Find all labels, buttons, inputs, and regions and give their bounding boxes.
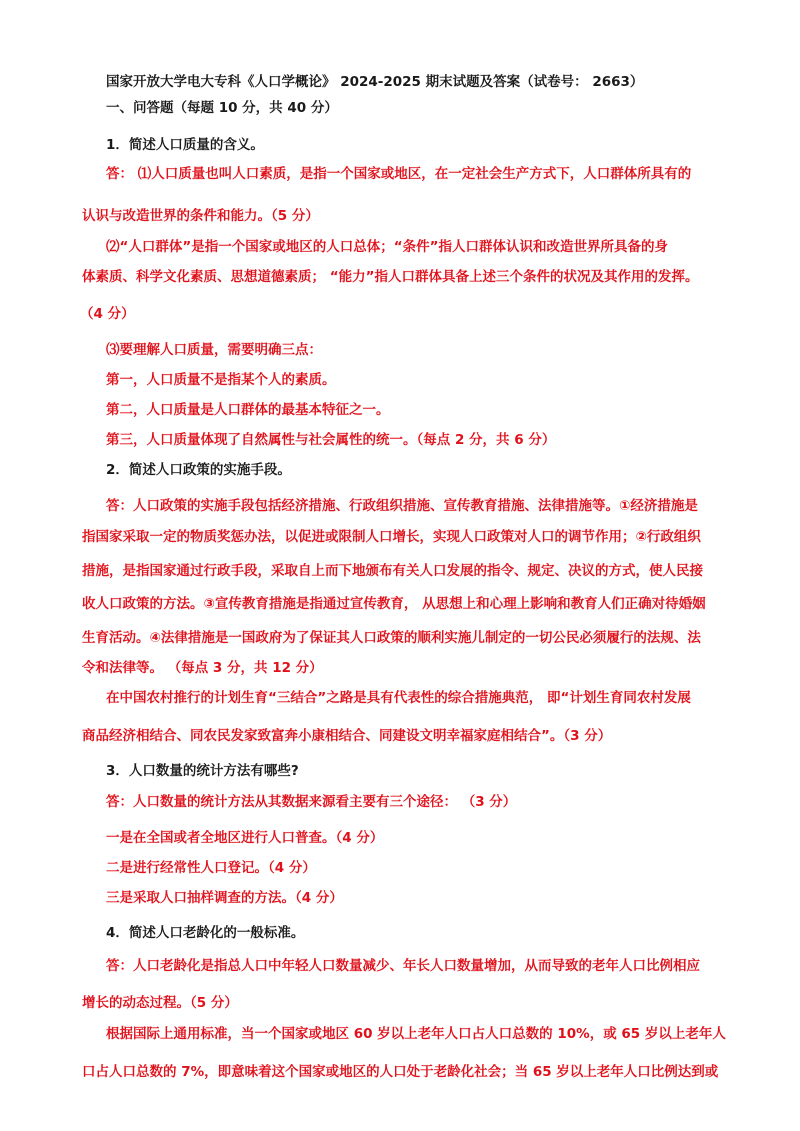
- answer-line: 体素质、科学文化素质、思想道德素质； “能力”指人口群体具备上述三个条件的状况及其作用的发挥。: [82, 269, 699, 285]
- answer-line: 第一，人口质量不是指某个人的素质。: [106, 372, 336, 388]
- answer-line: 认识与改造世界的条件和能力。（5 分）: [82, 208, 319, 224]
- answer-line: 措施，是指国家通过行政手段，采取自上而下地颁布有关人口发展的指令、规定、决议的方式，使人民接: [82, 563, 703, 579]
- question-1: 1．简述人口质量的含义。: [106, 137, 264, 153]
- question-2: 2．简述人口政策的实施手段。: [106, 462, 291, 478]
- answer-line: 三是采取人口抽样调查的方法。（4 分）: [106, 890, 343, 906]
- answer-line: 指国家采取一定的物质奖惩办法，以促进或限制人口增长，实现人口政策对人口的调节作用；②行政组织: [82, 529, 701, 545]
- answer-line: 增长的动态过程。（5 分）: [82, 995, 238, 1011]
- answer-line: 答： ⑴人口质量也叫人口素质，是指一个国家或地区，在一定社会生产方式下，人口群体所具有的: [106, 166, 692, 182]
- answer-line: 答：人口政策的实施手段包括经济措施、行政组织措施、宣传教育措施、法律措施等。①经济措施是: [106, 498, 698, 514]
- answer-line: 生育活动。④法律措施是一国政府为了保证其人口政策的顺利实施儿制定的一切公民必须履行的法规、法: [82, 630, 701, 646]
- answer-line: ⑵“人口群体”是指一个国家或地区的人口总体；“条件”指人口群体认识和改造世界所具备的身: [106, 239, 668, 255]
- answer-line: ⑶要理解人口质量，需要明确三点：: [106, 342, 322, 358]
- answer-line: 二是进行经常性人口登记。（4 分）: [106, 860, 316, 876]
- answer-line: 第二，人口质量是人口群体的最基本特征之一。: [106, 402, 390, 418]
- question-4: 4．简述人口老龄化的一般标准。: [106, 925, 305, 941]
- answer-line: 在中国农村推行的计划生育“三结合”之路是具有代表性的综合措施典范， 即“计划生育同农村发展: [106, 690, 691, 706]
- answer-line: 令和法律等。 （每点 3 分，共 12 分）: [82, 660, 323, 676]
- answer-line: 根据国际上通用标准，当一个国家或地区 60 岁以上老年人口占人口总数的 10%，或 65 岁以上老年人: [106, 1026, 726, 1042]
- section-heading: 一、问答题（每题 10 分，共 40 分）: [106, 100, 338, 116]
- answer-line: 答：人口数量的统计方法从其数据来源看主要有三个途径： （3 分）: [106, 794, 517, 810]
- document-title: 国家开放大学电大专科《人口学概论》 2024-2025 期末试题及答案（试卷号： 2663）: [106, 74, 644, 90]
- question-3: 3．人口数量的统计方法有哪些?: [106, 763, 299, 779]
- answer-line: 口占人口总数的 7%，即意味着这个国家或地区的人口处于老龄化社会；当 65 岁以上老年人口比例达到或: [82, 1064, 719, 1080]
- answer-line: 第三，人口质量体现了自然属性与社会属性的统一。（每点 2 分，共 6 分）: [106, 432, 556, 448]
- answer-line: 答：人口老龄化是指总人口中年轻人口数量减少、年长人口数量增加，从而导致的老年人口比例相应: [106, 958, 700, 974]
- answer-line: 一是在全国或者全地区进行人口普查。（4 分）: [106, 830, 384, 846]
- answer-line: 收人口政策的方法。③宣传教育措施是指通过宣传教育， 从思想上和心理上影响和教育人们正确对待婚姻: [82, 596, 706, 612]
- answer-line: （4 分）: [80, 306, 135, 322]
- answer-line: 商品经济相结合、同农民发家致富奔小康相结合、同建设文明幸福家庭相结合”。（3 分）: [82, 728, 612, 744]
